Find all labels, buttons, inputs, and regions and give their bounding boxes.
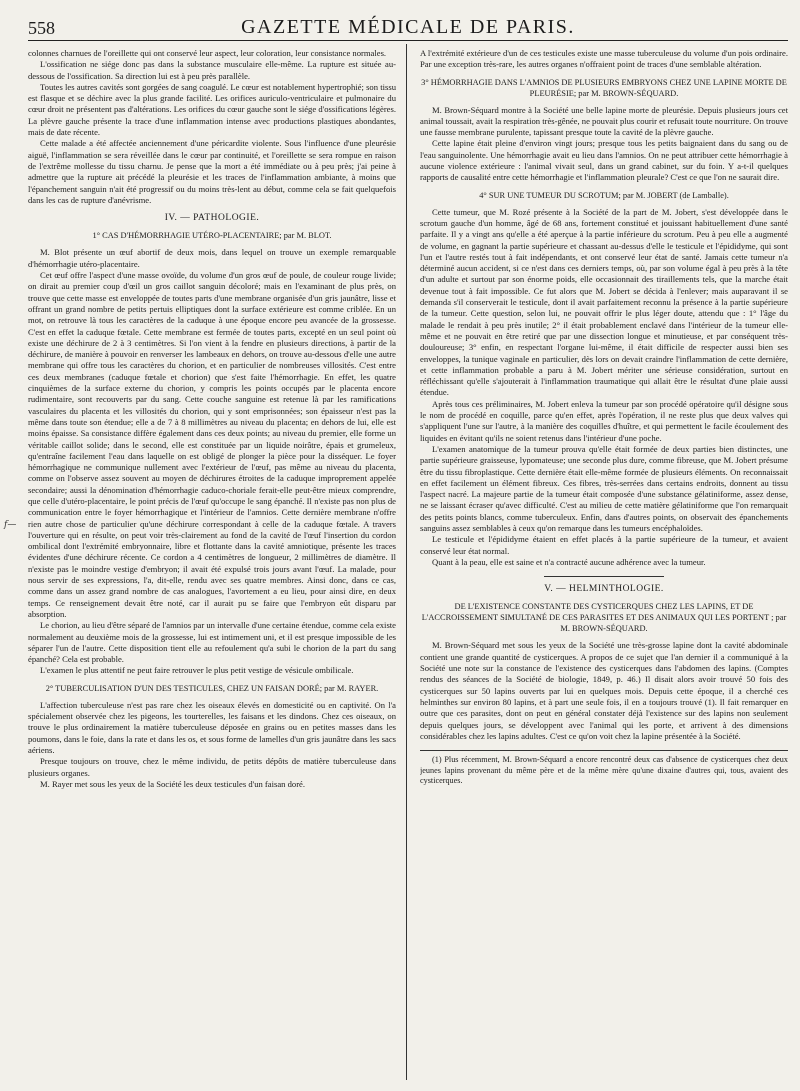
paragraph: M. Brown-Séquard met sous les yeux de la Société une très-grosse lapine dont la cavité abdominale contient une grande quantité de cysticerques. A propos de ce sujet que l'an dernier il a communiqué à la Société une note sur la constance de l'existence des cysticerques dans l'abdomen des lapins. (Comptes rendus des séances de la Société de biologie, 1849, p. 46.) Il disait alors avoir trouvé 50 fois des cysticerques sur 50 lapins ouverts par lui en quelques mois. Depuis cette époque, il a cherché ces helminthes sur environ 80 lapins, et à part une seule fois, il en a toujours trouvé (1). Il fait remarquer en outre que ces parasites, dont on peut en général constater déjà l'existence sur des lapins non seulement depuis quelques jours, se développent avec l'animal qui les porte, et arrivent à des dimensions considérables chez les lapins adultes. C'est ce qu'on voit chez la lapine présentée à la Société. xyxy=(420,640,788,741)
paragraph: Cette tumeur, que M. Rozé présente à la Société de la part de M. Jobert, s'est développée dans le scrotum gauche d'un homme, âgé de 68 ans, fortement constitué et jouissant habituellement d'une santé parfaite. Il y a vingt ans qu'elle a été aperçue à la partie inférieure du scrotum. Peu à peu elle a augmenté de volume, en gagnant la partie supérieure et chassant au-dessus d'elle le testicule et l'épididyme, qui sont l'un et l'autre restés tout à fait indépendants, et ont conservé leur état de santé. Jamais cette tumeur n'a déterminé aucun accident, si ce n'est dans ces derniers temps, où, par son volume égal à peu près à la tête d'un adulte et surtout par son énorme poids, elle occasionnait des tiraillements tels, que la marche était devenue tout à fait impossible. Ce fut alors que M. Jobert se décida à l'enlever; mais auparavant il se demanda s'il conserverait le testicule, dont il avait parfaitement reconnu la présence à la partie supérieure de la tumeur. Cette question, selon lui, ne pouvait offrir le plus léger doute, attendu que : 1° l'âge du malade le rendait à peu près inutile; 2° il était probablement enclavé dans l'intérieur de la tumeur elle-même et ne pouvait en être retiré que par une dissection longue et minutieuse, et par conséquent très-douloureuse; 3° enfin, en respectant l'organe lui-même, il était difficile de respecter aussi bien ses enveloppes, la tunique vaginale en particulier, dès lors on devait craindre l'inflammation de cette dernière, et cette inflammation probable a paru à M. Jobert mériter une sérieuse considération, surtout en réfléchissant qu'elle s'ajouterait à l'inflammation traumatique qui allait être le résultat d'une plaie aussi étendue. xyxy=(420,206,788,398)
subsection-heading-rayer: 2° TUBERCULISATION D'UN DES TESTICULES, CHEZ UN FAISAN DORÉ; par M. RAYER. xyxy=(45,683,379,693)
paragraph: Le testicule et l'épididyme étaient en effet placés à la partie supérieure de la tumeur, et avaient conservé leur état normal. xyxy=(420,534,788,556)
paragraph: Après tous ces préliminaires, M. Jobert enleva la tumeur par son procédé opératoire qu'il désigne sous le nom de procédé en coquille, parce qu'en effet, après l'opération, il ne reste plus que deux valves qui s'appliquent l'une sur l'autre, à la manière des coquilles d'huître, et qui permettent le facile écoulement des liquides en évitant qu'ils ne soient retenus dans l'intérieur d'une poche. xyxy=(420,398,788,443)
paragraph: L'ossification ne siége donc pas dans la substance musculaire elle-même. La rupture est située au-dessous de l'ossification. Sa direction lui est à peu près parallèle. xyxy=(28,59,396,81)
footnote: (1) Plus récemment, M. Brown-Séquard a encore rencontré deux cas d'absence de cysticerques chez deux jeunes lapins provenant du même père et de la même mère qu'une dixaine d'autres qui, tous, avaient des cysticerques. xyxy=(420,755,788,786)
paragraph: L'examen anatomique de la tumeur prouva qu'elle était formée de deux parties bien distinctes, une partie supérieure graisseuse, lypomateuse; une seconde plus dure, comme fibreuse, que M. Jobert présume être du tissu fibroplastique. Cette dernière était elle-même formée de plusieurs éléments. On reconnaissait en effet facilement un élément fibreux. Ces fibres, très-serrées dans certains endroits, donnent au tissu l'aspect nacré. La majeure partie de la tumeur était composée d'une substance gélatiniforme, assez dense, ne se laissant écraser qu'avec difficulté. C'est au milieu de cette matière gélatiniforme que l'on remarquait des petits points blancs, comme tuberculeux. Enfin, dans d'autres points, on observait des épanchements sanguins assez semblables à ceux qu'on remarque dans les tumeurs encéphaloïdes. xyxy=(420,443,788,533)
right-column xyxy=(420,48,788,1078)
subsection-heading-brown-sequard: 3° HÉMORRHAGIE DANS L'AMNIOS DE PLUSIEURS EMBRYONS CHEZ UNE LAPINE MORTE DE PLEURÉSIE; par M. BROWN-SÉQUARD. xyxy=(421,77,787,98)
paragraph: A l'extrémité extérieure d'un de ces testicules existe une masse tuberculeuse du volume d'un pois ordinaire. Par une exception très-rare, les autres organes n'offraient point de traces d'une semblable altération. xyxy=(420,48,788,70)
paragraph: L'examen le plus attentif ne peut faire retrouver le plus petit vestige de vésicule ombilicale. xyxy=(40,665,354,676)
section-heading-helminthologie: V. — HELMINTHOLOGIE. xyxy=(544,584,664,595)
left-column xyxy=(28,48,396,1078)
paragraph: Cette malade a été affectée anciennement d'une péricardite violente. Sous l'influence d'une pleurésie aiguë, l'inflammation se sera réveillée dans le cœur par continuité, et l'oreillette se sera rompue en raison de l'extrême mollesse du tissu charnu. Je pense que la mort a été immédiate ou à peu près; j'ai peine à admettre que la rupture ait précédé la pleurésie et les traces de l'inflammation ambiante, à moins que l'épanchement sanguin n'ait été progressif ou du moins très-lent au début, comme cela se fait quelquefois dans les cas de rupture d'anévrisme. xyxy=(28,138,396,205)
paragraph: Quant à la peau, elle est saine et n'a contracté aucune adhérence avec la tumeur. xyxy=(432,556,706,567)
paragraph: Toutes les autres cavités sont gorgées de sang coagulé. Le cœur est notablement hypertrophié; son tissu est flasque et se déchire avec la plus grande facilité. Les orifices auriculo-ventriculaire et pulmonaire du cœur droit ne présentent pas d'altérations. Les orifices du cœur gauche sont le siége d'ossifications légères. La plèvre gauche présente la trace d'une inflammation intense avec productions plastiques abondantes, mais de date récente. xyxy=(28,81,396,138)
paragraph: colonnes charnues de l'oreillette qui ont conservé leur aspect, leur coloration, leur consistance normales. xyxy=(28,48,387,58)
section-heading-pathologie: IV. — PATHOLOGIE. xyxy=(164,213,260,224)
paragraph: Cette lapine était pleine d'environ vingt jours; presque tous les petits baignaient dans du sang ou de l'eau sanguinolente. Une hémorrhagie avait eu lieu dans l'amnios. On ne peut attribuer cette hémorrhagie à aucune violence extérieure : l'animal vivait seul, dans un grand cabinet, sur du foin. Y a-t-il quelques rapports de causalité entre cette hémorrhagie et l'inflammation pleurale? C'est ce que l'on ne saurait dire. xyxy=(420,138,788,183)
paragraph: M. Blot présente un œuf abortif de deux mois, dans lequel on trouve un exemple remarquable d'hémorrhagie utéro-placentaire. xyxy=(28,247,396,269)
page-number: 558 xyxy=(28,18,55,38)
column-divider xyxy=(406,44,407,1080)
margin-mark: f— xyxy=(4,520,17,530)
paragraph: L'affection tuberculeuse n'est pas rare chez les oiseaux élevés en domesticité ou en captivité. On l'a spécialement observée chez les pigeons, les tourterelles, les faisans et les dindons. Chez ces oiseaux, on trouve le plus ordinairement la matière tuberculeuse déposée en grains ou en petites masses dans les poumons, dans le foie, dans la rate et dans les os, et sous forme de lamelles d'un gris jaunâtre dans les sacs aériens. xyxy=(28,699,396,755)
paragraph: Presque toujours on trouve, chez le même individu, de petits dépôts de matière tuberculeuse dans plusieurs organes. xyxy=(28,756,396,778)
paragraph: Cet œuf offre l'aspect d'une masse ovoïde, du volume d'un gros œuf de poule, de couleur rouge livide; on dirait au premier coup d'œil un gros caillot sanguin décoloré; mais en l'examinant de plus près, on trouve que cette masse est enveloppée de toutes parts d'une membrane organisée d'un gris jaunâtre, lisse et offrant un grand nombre de petits pertuis elliptiques dont la surface extérieure est comme criblée. En un mot, on retrouve là tous les caractères de la caduque à une époque encore peu avancée de la grossesse. C'est en effet la caduque fœtale. Cette membrane est fermée de toutes parts, excepté en un seul point où existe une déchirure de 2 à 3 centimètres. Si l'on vient à la fendre en plusieurs directions, à partir de la déchirure, de manière à pouvoir en renverser les lambeaux en dehors, on trouve au-dessous d'elle une autre membrane qui offre tous les caractères du chorion, et en particulier de nombreuses villosités. C'est entre ces deux membranes (caduque fœtale et chorion) que s'est faite l'hémorrhagie. En effet, les quatre cinquièmes de la surface externe du chorion, y compris les points occupés par le placenta encore rudimentaire, sont recouverts par du sang. Cette couche sanguine est retenue là par les ramifications vasculaires du placenta et les villosités du chorion, qui y sont emprisonnées; son épaisseur n'est pas la même dans toute son étendue; elle a de 7 à 8 millimètres au niveau du placenta; en dehors de lui, elle est moins épaisse. Sa consistance diffère également dans ces deux points; au niveau du premier, elle forme un véritable caillot solide; dans le second, elle est constituée par un liquide noirâtre, épais et grumeleux, qu'entraîne facilement l'eau dans laquelle on est obligé de plonger la pièce pour la disséquer. Le foyer hémorrhagique ne communique nullement avec l'extérieur de l'œuf, pas même au niveau du placenta, comme on l'observe assez souvent au moyen de déchirures étroites de la caduque improprement appelée secondaire; aussi la dénomination d'hémorrhagie caduco-choriale ferait-elle peut-être mieux comprendre, que celle d'utéro-placentaire, le point précis de l'œuf qu'occupe le sang épanché. Il n'existe pas non plus de communication entre le foyer hémorrhagique et l'intérieur de l'amnios. Cette dernière membrane n'offre rien autre chose de particulier qu'une déchirure correspondant à celle de la caduque fœtale. A travers l'ouverture qui en résulte, on peut voir très-clairement au fond de la cavité de l'œuf l'insertion du cordon ombilical dont l'extrémité embryonnaire, libre et flottante dans la cavité amniotique, présente les traces évidentes d'une déchirure récente. Ce cordon a 4 centimètres de longueur, 2 millimètres de diamètre. Il n'existe pas le moindre vestige d'embryon; il avait été expulsé trois jours avant l'œuf. La malade, pour nous servir de ses expressions, l'a, dit-elle, rendu avec ses quatre membres. Ainsi donc, dans ce cas, comme dans un assez grand nombre de cas analogues, l'avortement a eu lieu, pour ainsi dire, en deux temps. Ce renseignement devait être noté, car il aurait pu se faire que l'embryon eût disparu par absorption. xyxy=(28,270,396,619)
masthead-title: GAZETTE MÉDICALE DE PARIS. xyxy=(241,16,575,38)
subsection-heading-blot: 1° CAS D'HÉMORRHAGIE UTÉRO-PLACENTAIRE; par M. BLOT. xyxy=(92,231,332,241)
subsection-heading-jobert: 4° SUR UNE TUMEUR DU SCROTUM; par M. JOBERT (de Lamballe). xyxy=(479,190,729,200)
section-divider xyxy=(544,576,664,577)
paragraph: M. Brown-Séquard montre à la Société une belle lapine morte de pleurésie. Depuis plusieurs jours cet animal toussait, avait la respiration très-gênée, ne pouvait plus courir et refusait toute nourriture. On trouve une fausse membrane purulente, tapissant presque toute la cavité de la plèvre gauche. xyxy=(420,104,788,138)
paragraph: M. Rayer met sous les yeux de la Société les deux testicules d'un faisan doré. xyxy=(40,778,306,789)
page-header xyxy=(28,14,788,41)
footnote-divider xyxy=(420,750,788,751)
subsection-heading-cysticerques: DE L'EXISTENCE CONSTANTE DES CYSTICERQUES CHEZ LES LAPINS, ET DE L'ACCROISSEMENT SIMULTANÉ DE CES PARASITES ET DES ANIMAUX QUI LES PORTENT ; par M. BROWN-SÉQUARD. xyxy=(421,602,787,634)
paragraph: Le chorion, au lieu d'être séparé de l'amnios par un intervalle d'une certaine étendue, comme cela existe normalement au deuxième mois de la grossesse, lui est intimement uni, et il est presque impossible de les séparer l'un de l'autre. Cette disposition tient elle au refoulement qu'a subi le chorion de la part du sang épanché? Cela est probable. xyxy=(28,620,396,665)
